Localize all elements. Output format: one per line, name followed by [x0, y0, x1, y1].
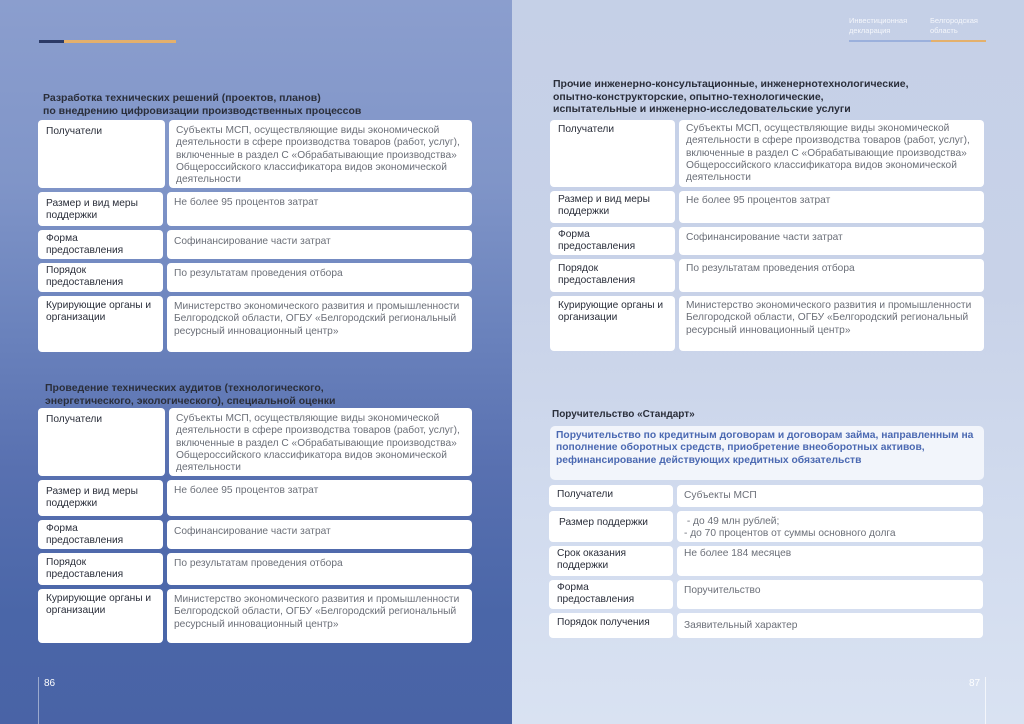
table-row — [38, 520, 472, 549]
row-value: Софинансирование части затрат — [167, 230, 472, 259]
table-row — [550, 296, 984, 351]
row-value: По результатам проведения отбора — [167, 263, 472, 292]
row-value: Субъекты МСП, осуществляющие виды экономической деятельности в сфере производства товаров (работ, услуг), включенные в раздел С «Обрабатывающие производства» Общероссийского классификатора видов экономической деятельности — [169, 120, 472, 188]
table-row — [38, 589, 472, 643]
row-value: Заявительный характер — [677, 613, 983, 638]
title-line: испытательные и инженерно-исследовательские услуги — [553, 103, 851, 115]
row-value: Софинансирование части затрат — [167, 520, 472, 549]
page-number: 86 — [44, 678, 56, 689]
row-label: Размер и вид меры поддержки — [550, 191, 675, 223]
support-table-audits — [38, 408, 472, 647]
table-row — [38, 230, 472, 259]
row-label: Получатели — [549, 485, 673, 507]
guarantee-description: Поручительство по кредитным договорам и договорам займа, направленным на пополнение оборотных средств, приобретение внеоборотных активов, рефинансирование действующих кредитных обязательств — [550, 426, 984, 480]
title-line: Проведение технических аудитов (технологического, — [45, 382, 324, 394]
row-value: Министерство экономического развития и промышленности Белгородской области, ОГБУ «Белгородский региональный ресурсный инновационный центр» — [167, 296, 472, 352]
table-row — [38, 480, 472, 516]
header-line-blue — [849, 40, 931, 42]
support-table-guarantee — [549, 485, 983, 642]
support-table-digitalization — [38, 120, 472, 356]
section-title-guarantee: Поручительство «Стандарт» — [552, 409, 695, 420]
row-label: Размер поддержки — [549, 511, 673, 542]
header-label-declaration: Инвестиционная декларация — [849, 16, 908, 35]
title-line: Разработка технических решений (проектов, планов) — [43, 92, 321, 104]
row-label: Получатели — [38, 408, 165, 476]
row-value: По результатам проведения отбора — [679, 259, 984, 292]
row-label: Курирующие органы и организации — [38, 296, 163, 352]
section-title-audits — [45, 382, 485, 407]
table-row — [550, 227, 984, 255]
title-line: опытно-конструкторские, опытно-технологические, — [553, 90, 824, 103]
row-value: Поручительство — [677, 580, 983, 609]
row-label: Срок оказания поддержки — [549, 546, 673, 576]
row-label: Порядок предоставления — [550, 259, 675, 292]
section-title-digitalization — [43, 92, 483, 117]
table-row — [38, 192, 472, 226]
row-label: Получатели — [550, 120, 675, 187]
page-number-rule — [38, 677, 39, 724]
table-row — [550, 259, 984, 292]
accent-bar — [39, 40, 176, 43]
row-value: Министерство экономического развития и промышленности Белгородской области, ОГБУ «Белгородский региональный ресурсный инновационный центр» — [679, 296, 984, 351]
row-label: Размер и вид меры поддержки — [38, 480, 163, 516]
row-label: Форма предоставления — [38, 230, 163, 259]
title-line: по внедрению цифровизации производственных процессов — [43, 104, 362, 117]
row-value: Софинансирование части затрат — [679, 227, 984, 255]
row-label: Порядок получения — [549, 613, 673, 638]
row-value: По результатам проведения отбора — [167, 553, 472, 585]
row-value: Не более 95 процентов затрат — [167, 192, 472, 226]
row-value: Не более 95 процентов затрат — [167, 480, 472, 516]
table-row — [549, 546, 983, 576]
row-value: Субъекты МСП — [677, 485, 983, 507]
table-row — [550, 120, 984, 187]
table-row — [549, 613, 983, 638]
header-line-gold — [931, 40, 986, 42]
row-label: Размер и вид меры поддержки — [38, 192, 163, 226]
table-row — [549, 580, 983, 609]
table-row — [38, 120, 472, 188]
table-row — [549, 485, 983, 507]
title-line: Прочие инженерно-консультационные, инженернотехнологические, — [553, 78, 909, 90]
row-label: Форма предоставления — [550, 227, 675, 255]
table-row — [549, 511, 983, 542]
right-page — [512, 0, 1024, 724]
row-label: Порядок предоставления — [38, 553, 163, 585]
support-table-engineering — [550, 120, 984, 355]
row-label: Получатели — [38, 120, 165, 188]
table-row — [38, 553, 472, 585]
header-label-region: Белгородская область — [930, 16, 978, 35]
row-label: Курирующие органы и организации — [38, 589, 163, 643]
row-value: Не более 95 процентов затрат — [679, 191, 984, 223]
row-value — [677, 511, 983, 542]
page-number: 87 — [969, 678, 981, 689]
row-label: Форма предоставления — [38, 520, 163, 549]
value-line: - до 70 процентов от суммы основного долга — [684, 528, 896, 540]
title-line: энергетического, экологического), специальной оценки — [45, 394, 336, 407]
row-label: Порядок предоставления — [38, 263, 163, 292]
value-line: - до 49 млн рублей; — [684, 516, 780, 527]
table-row — [38, 408, 472, 476]
row-label: Курирующие органы и организации — [550, 296, 675, 351]
section-title-engineering — [553, 78, 993, 116]
row-value: Не более 184 месяцев — [677, 546, 983, 576]
table-row — [38, 263, 472, 292]
row-label: Форма предоставления — [549, 580, 673, 609]
table-row — [38, 296, 472, 352]
page-number-rule — [985, 677, 986, 724]
row-value: Субъекты МСП, осуществляющие виды экономической деятельности в сфере производства товаров (работ, услуг), включенные в раздел С «Обрабатывающие производства» Общероссийского классификатора видов экономической деятельности — [169, 408, 472, 476]
table-row — [550, 191, 984, 223]
row-value: Министерство экономического развития и промышленности Белгородской области, ОГБУ «Белгородский региональный ресурсный инновационный центр» — [167, 589, 472, 643]
row-value: Субъекты МСП, осуществляющие виды экономической деятельности в сфере производства товаров (работ, услуг), включенные в раздел С «Обрабатывающие производства» Общероссийского классификатора видов экономической деятельности — [679, 120, 984, 187]
